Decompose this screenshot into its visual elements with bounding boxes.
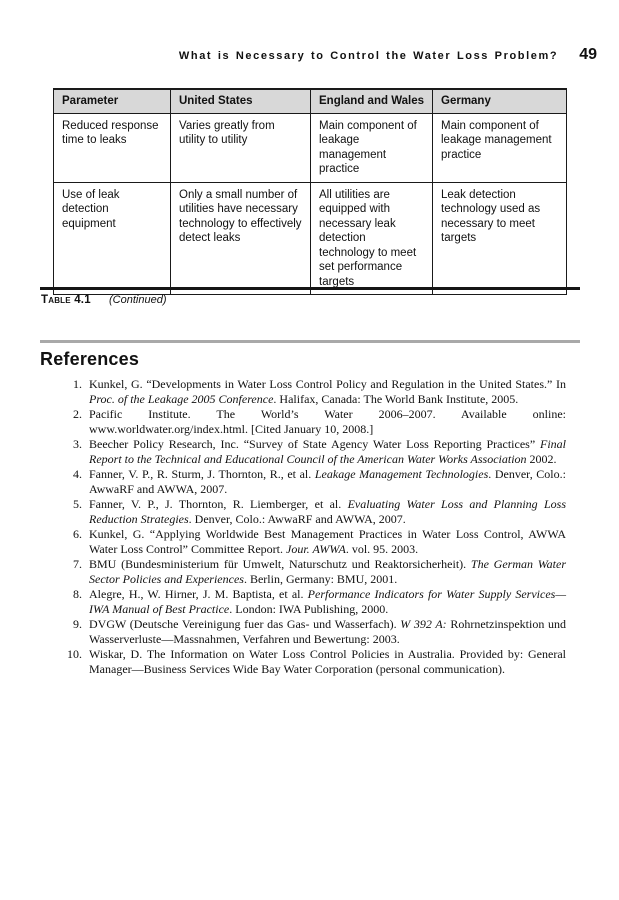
references-heading: References <box>40 349 140 369</box>
table-caption-label: Table 4.1 <box>41 294 91 306</box>
reference-text: Kunkel, G. “Applying Worldwide Best Management Practices in Water Loss Control, AWWA Water Loss Control” Committee Report. Jour. AWWA. vol. 95. 2003. <box>89 527 566 556</box>
reference-item <box>40 467 566 497</box>
reference-item <box>40 587 566 617</box>
comparison-table <box>53 88 567 295</box>
reference-text: DVGW (Deutsche Vereinigung fuer das Gas- und Wasserfach). W 392 A: Rohrnetzinspektion und Wasserverluste—Massnahmen, Verfahren und Bewertung: 2003. <box>89 617 566 646</box>
table-4-1 <box>53 88 566 295</box>
reference-number: 10. <box>67 647 82 661</box>
column-header-germany: Germany <box>433 89 567 113</box>
table-cell: Use of leak detection equipment <box>54 182 171 295</box>
reference-text: Wiskar, D. The Information on Water Loss Control Policies in Australia. Provided by: General Manager—Business Services Wide Bay Water Corporation (personal communication). <box>89 647 566 676</box>
reference-item <box>40 437 566 467</box>
reference-number: 7. <box>73 557 82 571</box>
table-caption <box>41 294 166 306</box>
table-cell: Only a small number of utilities have necessary technology to effectively detect leaks <box>171 182 311 295</box>
reference-number: 9. <box>73 617 82 631</box>
references-list <box>40 377 566 677</box>
reference-text: Fanner, V. P., R. Sturm, J. Thornton, R., et al. Leakage Management Technologies. Denver, Colo.: AwwaRF and AWWA, 2007. <box>89 467 566 496</box>
column-header-united-states: United States <box>171 89 311 113</box>
table-cell: All utilities are equipped with necessary leak detection technology to meet set performance targets <box>311 182 433 295</box>
running-header-title: What is Necessary to Control the Water Loss Problem? <box>178 50 559 62</box>
reference-item <box>40 647 566 677</box>
reference-text: BMU (Bundesministerium für Umwelt, Naturschutz und Reaktorsicherheit). The German Water Sector Policies and Experiences. Berlin, Germany: BMU, 2001. <box>89 557 566 586</box>
column-header-england-wales: England and Wales <box>311 89 433 113</box>
reference-item <box>40 617 566 647</box>
reference-number: 8. <box>73 587 82 601</box>
table-row <box>54 182 567 295</box>
reference-item <box>40 407 566 437</box>
reference-item <box>40 527 566 557</box>
reference-number: 4. <box>73 467 82 481</box>
running-header <box>0 46 597 64</box>
page-number: 49 <box>579 46 597 63</box>
column-header-parameter: Parameter <box>54 89 171 113</box>
table-cell: Varies greatly from utility to utility <box>171 113 311 182</box>
table-cell: Main component of leakage management practice <box>433 113 567 182</box>
reference-item <box>40 377 566 407</box>
reference-number: 3. <box>73 437 82 451</box>
reference-item <box>40 497 566 527</box>
table-cell: Main component of leakage management practice <box>311 113 433 182</box>
section-divider-rule <box>40 340 580 343</box>
reference-item <box>40 557 566 587</box>
reference-number: 6. <box>73 527 82 541</box>
reference-number: 5. <box>73 497 82 511</box>
table-row <box>54 113 567 182</box>
reference-text: Beecher Policy Research, Inc. “Survey of State Agency Water Loss Reporting Practices” Final Report to the Technical and Educational Council of the American Water Works Association 2002. <box>89 437 566 466</box>
reference-text: Kunkel, G. “Developments in Water Loss Control Policy and Regulation in the United States.” In Proc. of the Leakage 2005 Conference. Halifax, Canada: The World Bank Institute, 2005. <box>89 377 566 406</box>
reference-text: Alegre, H., W. Hirner, J. M. Baptista, et al. Performance Indicators for Water Supply Services—IWA Manual of Best Practice. London: IWA Publishing, 2000. <box>89 587 567 616</box>
table-cell: Leak detection technology used as necessary to meet targets <box>433 182 567 295</box>
reference-number: 2. <box>73 407 82 421</box>
reference-number: 1. <box>73 377 82 391</box>
table-caption-note: (Continued) <box>109 294 167 306</box>
table-header-row <box>54 89 567 113</box>
table-cell: Reduced response time to leaks <box>54 113 171 182</box>
reference-text: Pacific Institute. The World’s Water 2006–2007. Available online: www.worldwater.org/index.html. [Cited January 10, 2008.] <box>89 407 566 436</box>
caption-rule <box>40 287 580 290</box>
reference-text: Fanner, V. P., J. Thornton, R. Liemberger, et al. Evaluating Water Loss and Planning Loss Reduction Strategies. Denver, Colo.: AwwaRF and AWWA, 2007. <box>89 497 566 526</box>
